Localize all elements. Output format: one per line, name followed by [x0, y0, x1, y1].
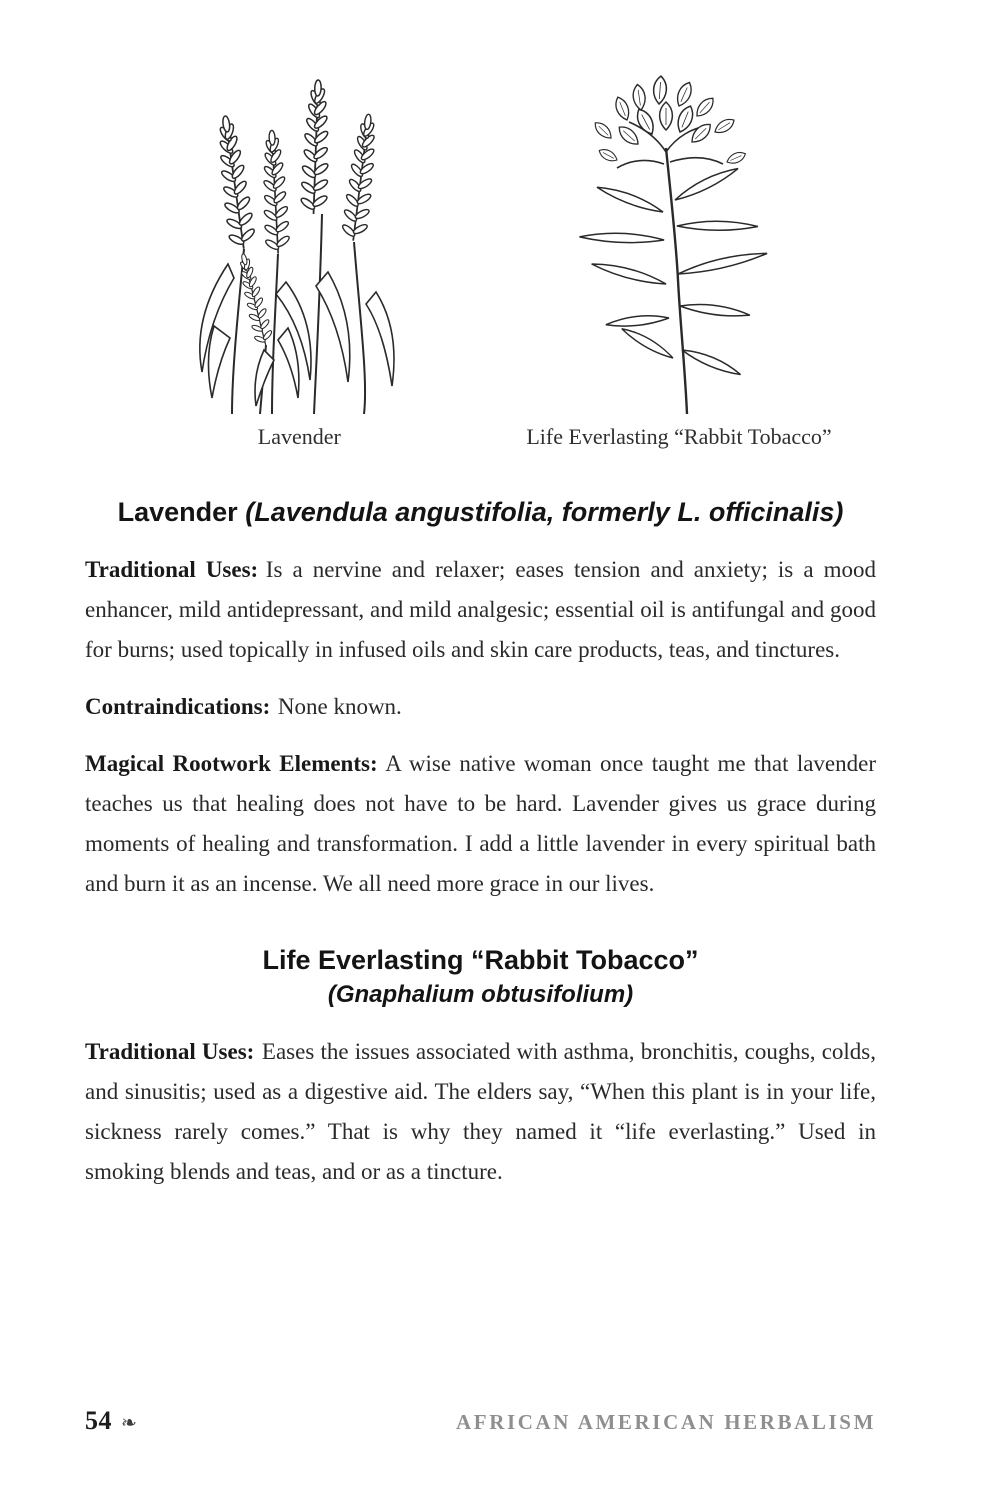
- page-content: [0, 494, 1000, 1192]
- rabbit-tobacco-illustration: [539, 68, 819, 418]
- paragraph-magical-rootwork-lavender: [85, 744, 876, 904]
- paragraph-text: None known.: [277, 694, 402, 719]
- herb-latin-name: (Gnaphalium obtusifolium): [327, 981, 634, 1008]
- paragraph-text: Eases the issues associated with asthma, bronchitis, coughs, colds, and sinusitis; used as a digestive aid. The elders say, “When this plant is in your life, sickness rarely comes.” That is why they named it “life everlasting.” Used in smoking blends and teas, and or as a tincture.: [85, 1039, 877, 1184]
- rabbit-tobacco-figure: [526, 68, 831, 450]
- lavender-illustration: [168, 68, 430, 418]
- paragraph-contraindications-lavender: [85, 687, 876, 727]
- lavender-figure: [168, 68, 430, 450]
- lavender-caption: Lavender: [257, 424, 341, 449]
- paragraph-traditional-uses-life-everlasting: [85, 1032, 876, 1192]
- fleuron-ornament-icon: ❧: [121, 1413, 137, 1434]
- rabbit-tobacco-caption: Life Everlasting “Rabbit Tobacco”: [526, 424, 832, 449]
- footer-left: [85, 1406, 137, 1436]
- paragraph-text: A wise native woman once taught me that lavender teaches us that healing does not have to be hard. Lavender gives us grace during moments of healing and transformation. I add a little lavender in every spiritual bath and burn it as an incense. We all need more grace in our lives.: [85, 751, 876, 896]
- illustration-row: [0, 0, 1000, 450]
- herb-name: Life Everlasting “Rabbit Tobacco”: [262, 945, 699, 975]
- heading-lavender: [85, 494, 876, 530]
- page-footer: [85, 1406, 876, 1436]
- paragraph-label: Traditional Uses:: [85, 557, 259, 582]
- paragraph-text: Is a nervine and relaxer; eases tension and anxiety; is a mood enhancer, mild antidepressant, and mild analgesic; essential oil is antifungal and good for burns; used topically in infused oils and skin care products, teas, and tinctures.: [85, 557, 877, 662]
- paragraph-traditional-uses-lavender: [85, 550, 876, 670]
- herb-name: Lavender: [117, 497, 238, 527]
- paragraph-label: Magical Rootwork Elements:: [85, 751, 378, 776]
- herb-latin-name: (Lavendula angustifolia, formerly L. officinalis): [245, 497, 844, 527]
- heading-life-everlasting: [85, 942, 876, 1012]
- paragraph-label: Contraindications:: [85, 694, 271, 719]
- page-number: 54: [85, 1406, 112, 1435]
- paragraph-label: Traditional Uses:: [85, 1039, 255, 1064]
- running-book-title: AFRICAN AMERICAN HERBALISM: [456, 1410, 876, 1434]
